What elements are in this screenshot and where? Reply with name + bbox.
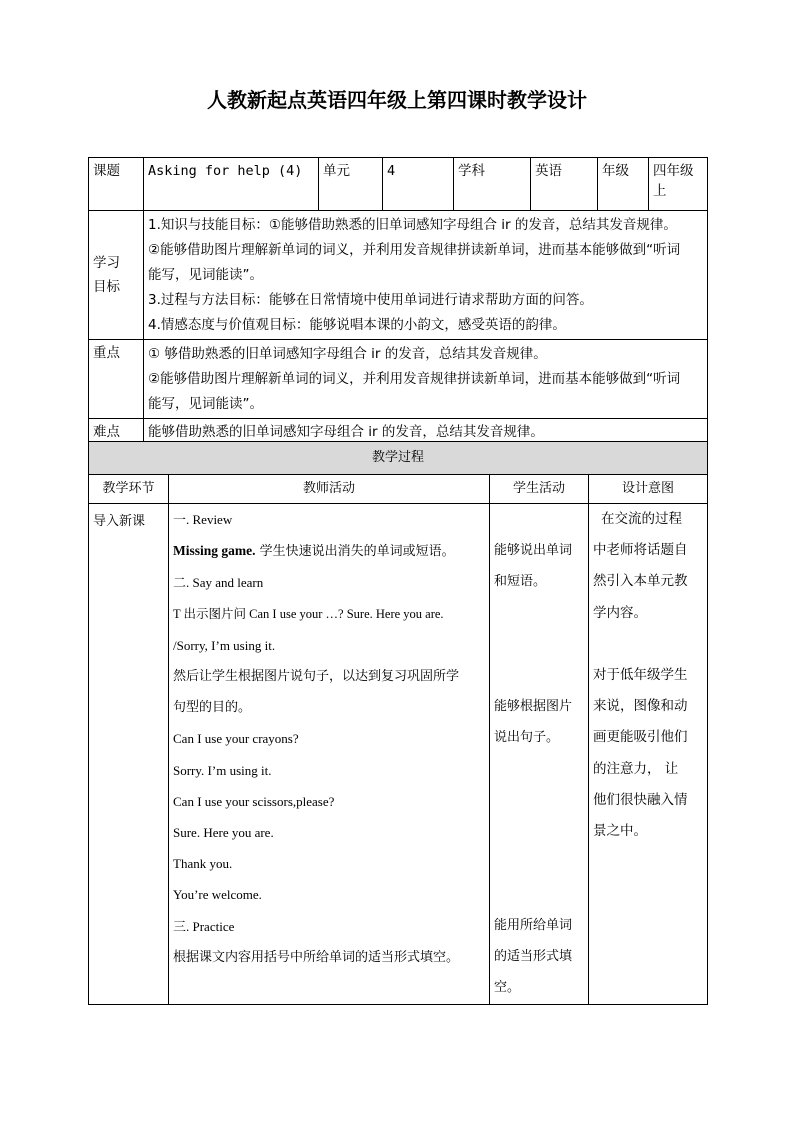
key-point-line: ① 够借助熟悉的旧单词感知字母组合 ir 的发音，总结其发音规律。 [148,346,547,362]
student-activity-cell [490,504,589,1005]
teacher-line: Sorry. I’m using it. [173,762,272,778]
grade-label: 年级 [598,158,649,211]
info-row [89,158,708,211]
difficulty-label: 难点 [89,419,144,447]
teacher-line: 三. Practice [173,918,235,934]
unit-label: 单元 [319,158,383,211]
grade-value-line: 上 [653,183,667,199]
subject-value: 英语 [531,158,598,211]
teacher-line: Sure. Here you are. [173,825,274,841]
student-line: 的适当形式填 [494,948,573,964]
teacher-line-lead: Missing game. [173,543,256,559]
lesson-info-table [88,157,708,447]
goals-content [144,211,708,340]
intent-line: 画更能吸引他们 [593,729,688,746]
teacher-line: 句型的目的。 [173,700,252,716]
lesson-step-row [89,504,708,1005]
goal-line: 1.知识与技能目标：①能够借助熟悉的旧单词感知字母组合 ir 的发音，总结其发音规律。 [148,217,677,233]
intent-line: 中老师将话题自 [593,542,688,559]
col-stage-header: 教学环节 [89,475,169,504]
teacher-line: 二. Say and learn [173,575,264,591]
intent-line: 他们很快融入情 [593,791,688,808]
student-line: 和短语。 [494,574,547,590]
key-point-line: ②能够借助图片理解新单词的词义，并利用发音规律拼读新单词，进而基本能够做到“听词 [148,371,681,387]
intent-line: 来说，图像和动 [593,698,688,715]
col-teacher-header: 教师活动 [169,475,490,504]
process-header-row [89,442,708,475]
student-line: 能够根据图片 [494,699,573,715]
goals-label-line: 目标 [93,279,120,295]
teacher-line: 然后让学生根据图片说句子，以达到复习巩固所学 [173,669,460,685]
grade-value-line: 四年级 [653,163,694,179]
key-point-line: 能写，见词能读”。 [148,396,263,412]
intent-line: 的注意力， 让 [593,760,679,777]
unit-value: 4 [383,158,454,211]
student-line: 能用所给单词 [494,917,573,933]
teacher-line: Can I use your crayons? [173,731,299,747]
teacher-line: 根据课文内容用括号中所给单词的适当形式填空。 [173,949,460,965]
process-header: 教学过程 [89,442,708,475]
intent-line: 在交流的过程 [601,511,682,527]
intent-line: 然引入本单元教 [593,573,688,590]
teacher-activity-cell [169,504,490,1005]
goals-label [89,211,144,340]
key-points-label: 重点 [89,340,144,419]
goals-label-line: 学习 [93,255,120,271]
difficulty-content: 能够借助熟悉的旧单词感知字母组合 ir 的发音，总结其发音规律。 [144,419,708,447]
teacher-line: You’re welcome. [173,887,262,903]
goal-line: 3.过程与方法目标：能够在日常情境中使用单词进行请求帮助方面的问答。 [148,292,593,308]
intent-line: 学内容。 [593,604,647,621]
goal-line: 4.情感态度与价值观目标：能够说唱本课的小韵文，感受英语的韵律。 [148,317,566,333]
teacher-line: Can I use your scissors,please? [173,793,335,809]
student-line: 空。 [494,979,521,995]
subject-label: 学科 [454,158,531,211]
topic-label: 课题 [89,158,144,211]
design-intent-cell [589,504,708,1005]
page-title: 人教新起点英语四年级上第四课时教学设计 [207,88,587,112]
grade-value [649,158,708,211]
goal-line: 能写，见词能读”。 [148,267,263,283]
teacher-line: /Sorry, I’m using it. [173,637,276,653]
topic-value: Asking for help (4) [144,158,319,211]
goal-line: ②能够借助图片理解新单词的词义，并利用发音规律拼读新单词，进而基本能够做到“听词 [148,242,681,258]
key-points-row [89,340,708,419]
intent-line: 景之中。 [593,823,647,840]
column-header-row [89,475,708,504]
teaching-process-table [88,441,708,1005]
stage-cell: 导入新课 [89,504,169,1005]
col-student-header: 学生活动 [490,475,589,504]
intent-line: 对于低年级学生 [593,667,688,683]
student-line: 能够说出单词 [494,543,573,559]
teacher-line: Thank you. [173,856,233,872]
teacher-line: 一. Review [173,512,233,527]
teacher-line: T 出示图片问 Can I use your …? Sure. Here you are. [173,606,444,621]
key-points-content [144,340,708,419]
teacher-line [173,535,485,567]
goals-row [89,211,708,340]
student-line: 说出句子。 [494,730,560,746]
teacher-line-text: 学生快速说出消失的单词或短语。 [259,544,455,560]
col-intent-header: 设计意图 [589,475,708,504]
